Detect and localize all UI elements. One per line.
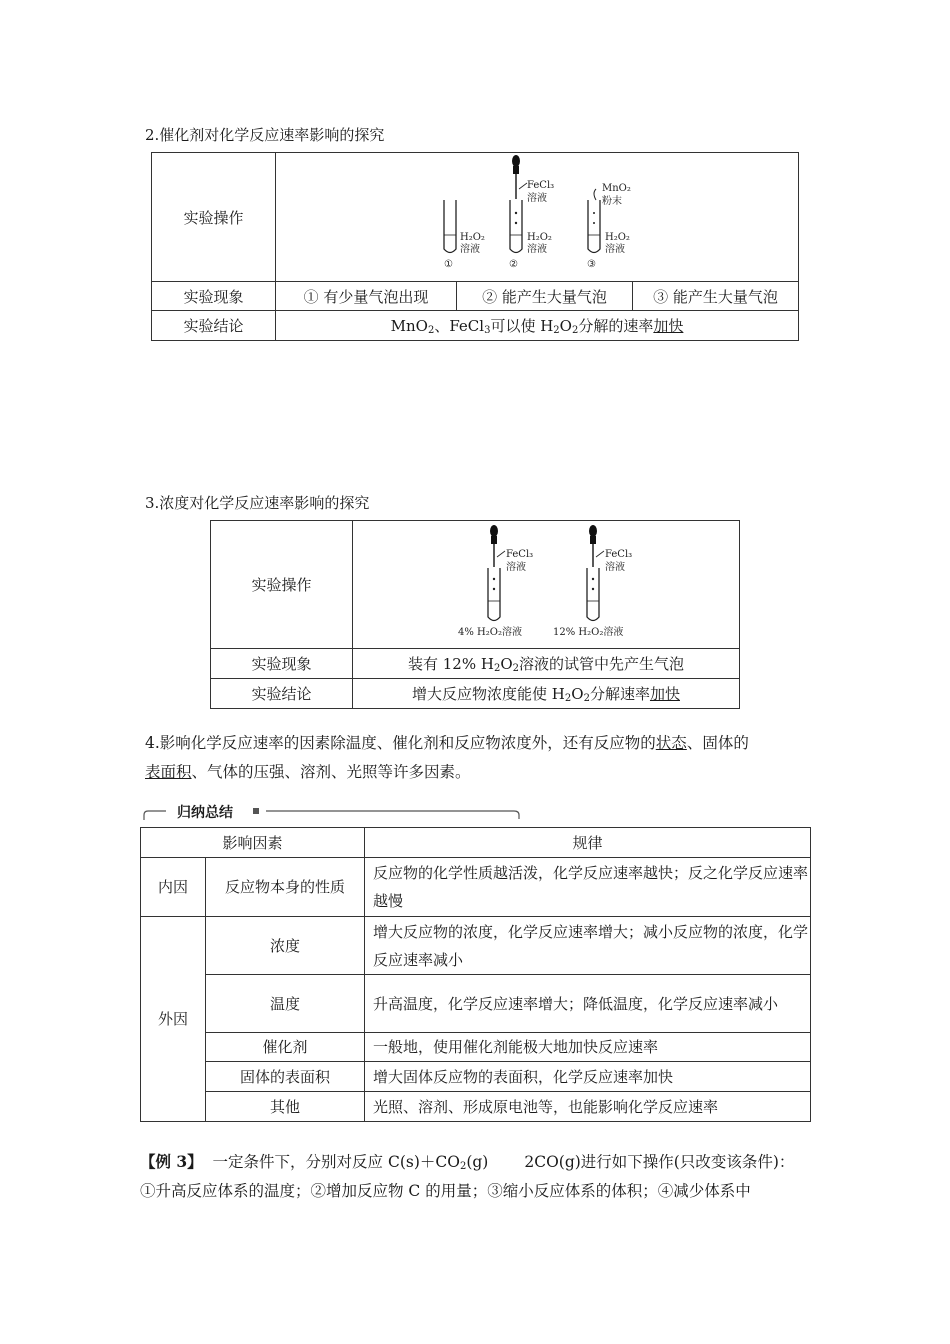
external-label: 外因 (141, 917, 206, 1122)
summary-header (142, 803, 522, 821)
label-h2o2-1: H₂O₂ (460, 232, 485, 243)
section4-paragraph (145, 729, 810, 787)
rule-cell: 光照、溶剂、形成原电池等，也能影响化学反应速率 (365, 1092, 811, 1122)
summary-title: 归纳总结 (173, 802, 237, 822)
section4-line1: 4.影响化学反应速率的因素除温度、催化剂和反应物浓度外，还有反应物的状态、固体的 (145, 734, 749, 752)
example-tag: 【例 3】 (140, 1152, 203, 1171)
label-solution-2: 溶液 (527, 193, 547, 204)
concentration-test-tubes-figure (353, 521, 739, 648)
label-solution-1: 溶液 (460, 244, 480, 255)
label-h2o2-2: H₂O₂ (527, 232, 552, 243)
conclusion-text: 增大反应物浓度能使 $H_2O_2$分解速率加快 (353, 679, 740, 709)
concentration-experiment-table (210, 520, 740, 709)
phenomenon-text: 装有 12% $H_2O_2$溶液的试管中先产生气泡 (353, 649, 740, 679)
operation-figure-cell (276, 153, 799, 282)
label-12pct-h2o2: 12% H₂O₂溶液 (553, 627, 624, 638)
dropper-icon (512, 155, 520, 199)
phenomenon-2: ② 能产生大量气泡 (457, 282, 633, 311)
dropper-icon (589, 525, 597, 567)
label-tube-1: ① (444, 259, 453, 270)
internal-label: 内因 (141, 858, 206, 917)
header-factor: 影响因素 (141, 828, 365, 858)
label-fecl3-a: FeCl₃ (506, 549, 534, 560)
answer-blank: 状态 (655, 734, 687, 752)
example-3 (140, 1147, 820, 1206)
factor-cell: 催化剂 (206, 1033, 365, 1062)
phenomenon-1: ① 有少量气泡出现 (276, 282, 457, 311)
row-label-conclusion: 实验结论 (211, 679, 353, 709)
label-solution-3: 溶液 (527, 244, 547, 255)
label-solution-a: 溶液 (506, 562, 526, 573)
label-fecl3-b: FeCl₃ (605, 549, 633, 560)
test-tube-3 (588, 200, 600, 253)
header-rule: 规律 (365, 828, 811, 858)
row-label-conclusion: 实验结论 (152, 311, 276, 341)
rule-cell: 增大固体反应物的表面积，化学反应速率加快 (365, 1062, 811, 1092)
answer-blank: 加快 (649, 685, 680, 703)
test-tube-4pct (488, 568, 500, 621)
answer-blank: 加快 (653, 317, 684, 335)
label-4pct-h2o2: 4% H₂O₂溶液 (458, 627, 522, 638)
factor-cell: 温度 (206, 975, 365, 1033)
factor-cell: 固体的表面积 (206, 1062, 365, 1092)
row-label-operation: 实验操作 (152, 153, 276, 282)
catalyst-test-tubes-figure (276, 153, 798, 281)
rule-cell: 一般地，使用催化剂能极大地加快反应速率 (365, 1033, 811, 1062)
factor-cell: 浓度 (206, 917, 365, 975)
section2-title: 2.催化剂对化学反应速率影响的探究 (145, 126, 385, 144)
section4-line2: 表面积、气体的压强、溶剂、光照等许多因素。 (145, 763, 471, 781)
rule-cell: 升高温度，化学反应速率增大；降低温度，化学反应速率减小 (365, 975, 811, 1033)
label-mno2: MnO₂ (602, 183, 631, 194)
phenomenon-3: ③ 能产生大量气泡 (633, 282, 799, 311)
rule-cell: 反应物的化学性质越活泼，化学反应速率越快；反之化学反应速率越慢 (365, 858, 811, 917)
conclusion-text: MnO$_2$、FeCl$_3$可以使 $H_2O_2$分解的速率加快 (276, 311, 799, 341)
row-label-operation: 实验操作 (211, 521, 353, 649)
summary-table (140, 827, 811, 1122)
label-solution-4: 溶液 (605, 244, 625, 255)
rule-cell: 增大反应物的浓度，化学反应速率增大；减小反应物的浓度，化学反应速率减小 (365, 917, 811, 975)
label-solution-b: 溶液 (605, 562, 625, 573)
test-tube-1 (444, 200, 456, 253)
label-powder: 粉末 (602, 196, 622, 207)
label-tube-3: ③ (587, 259, 596, 270)
label-tube-2: ② (509, 259, 518, 270)
factor-cell: 反应物本身的性质 (206, 858, 365, 917)
answer-blank: 表面积 (145, 763, 192, 781)
factor-cell: 其他 (206, 1092, 365, 1122)
row-label-phenomenon: 实验现象 (211, 649, 353, 679)
example-line1: 【例 3】 一定条件下，分别对反应 $C(s)+CO_2(g)$ 2CO(g)进行如下操作(只改变该条件)： (140, 1152, 795, 1172)
example-line2: ①升高反应体系的温度；②增加反应物 C 的用量；③缩小反应体系的体积；④减少体系中 (140, 1182, 751, 1200)
operation-figure-cell (353, 521, 740, 649)
test-tube-12pct (587, 568, 599, 621)
dropper-icon (490, 525, 498, 567)
label-fecl3: FeCl₃ (527, 180, 555, 191)
section3-title: 3.浓度对化学反应速率影响的探究 (145, 494, 370, 512)
row-label-phenomenon: 实验现象 (152, 282, 276, 311)
label-h2o2-3: H₂O₂ (605, 232, 630, 243)
catalyst-experiment-table (151, 152, 799, 341)
test-tube-2 (510, 200, 522, 253)
